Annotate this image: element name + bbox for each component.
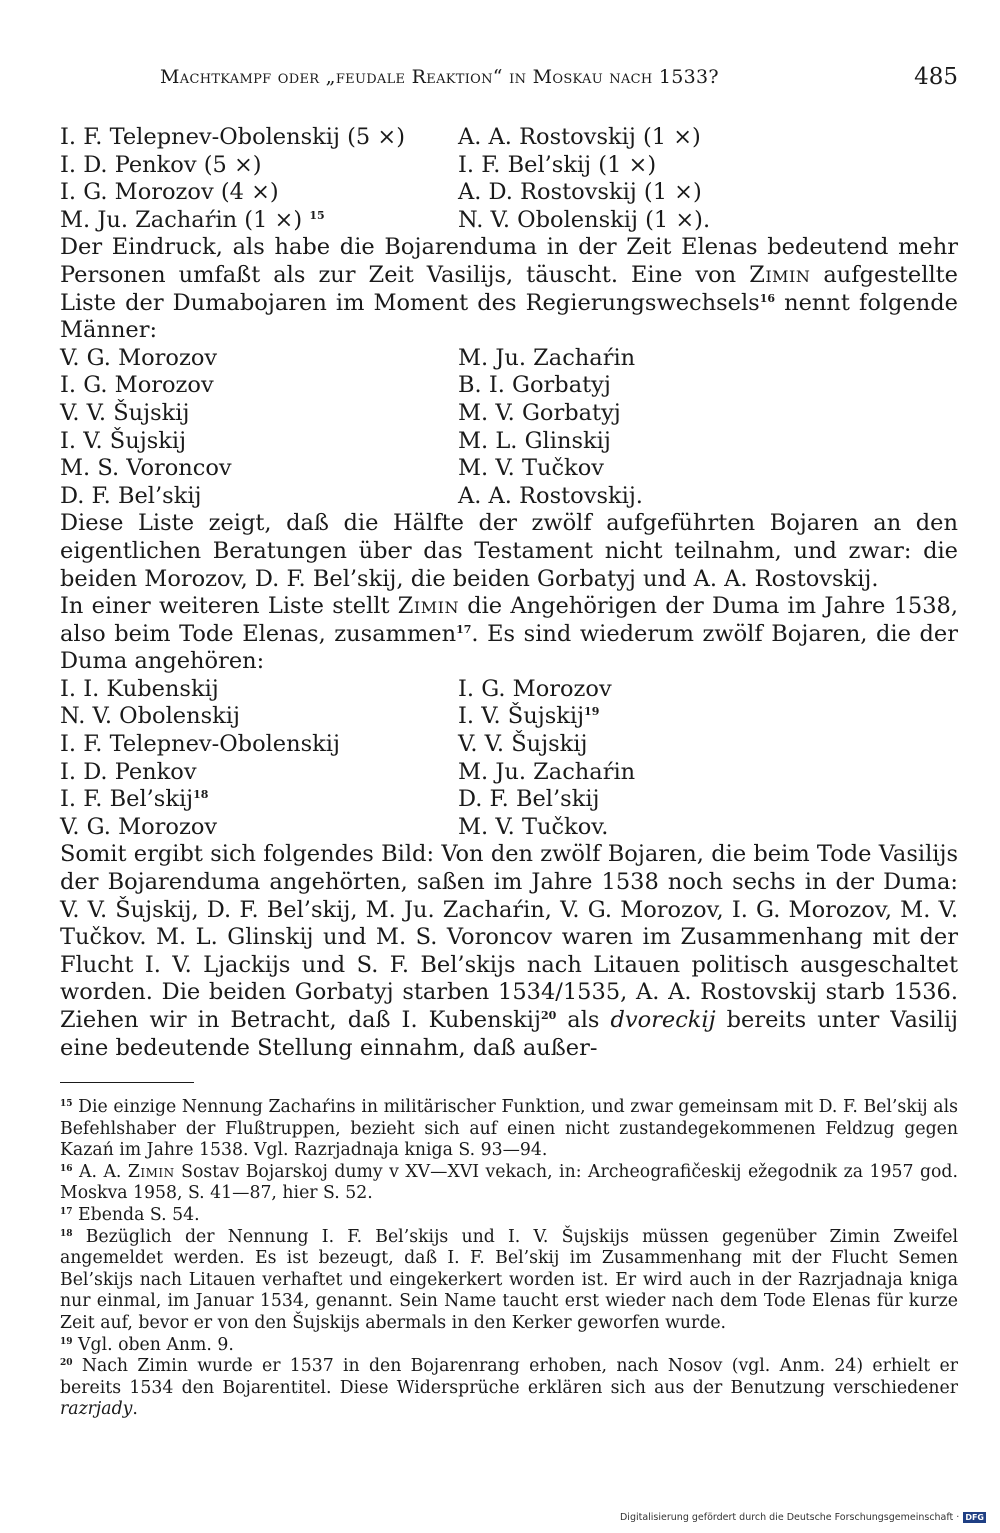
list-item: V. V. Šujskij	[60, 399, 190, 426]
list-item: D. F. Bel’skij	[458, 786, 600, 813]
footnote: $^{18}$ Bezüglich der Nennung I. F. Bel’skijs und I. V. Šujskijs müssen gegenüber Zimin Zweifel angemeldet werden. Es ist bezeugt, daß I. F. Bel’skij im Zusammenhang mit der Flucht Semen Bel’skijs nach Litauen verhaftet und eingekerkert worden ist. Er wird auch in der Razrjadnaja kniga nur einmal, im Januar 1534, genannt. Sein Name taucht erst wieder nach dem Tode Elenas für kurze Zeit auf, bevor er von den Šujskijs abermals in den Kerker geworfen wurde.	[60, 1226, 958, 1333]
paragraph: In einer weiteren Liste stellt Zimin die Angehörigen der Duma im Jahre 1538, also beim Tode Elenas, zusammen$^{17}$. Es sind wiederum zwölf Bojaren, die der Duma angehören:	[60, 593, 958, 675]
paragraph: Somit ergibt sich folgendes Bild: Von den zwölf Bojaren, die beim Tode Vasilijs der Bojarenduma angehörten, saßen im Jahre 1538 noch sechs in der Duma: V. V. Šujskij, D. F. Bel’skij, M. Ju. Zachaŕin, V. G. Morozov, I. G. Morozov, M. V. Tučkov. M. L. Glinskij und M. S. Voroncov waren im Zusammenhang mit der Flucht I. V. Ljackijs und S. F. Bel’skijs nach Litauen politisch ausgeschaltet worden. Die beiden Gorbatyj starben 1534/1535, A. A. Rostovskij starb 1536. Ziehen wir in Betracht, daß I. Kubenskij$^{20}$ als dvoreckij bereits unter Vasilij eine bedeutende Stellung einnahm, daß außer-	[60, 841, 958, 1061]
main-text	[60, 124, 958, 1062]
list-item: I. F. Telepnev-Obolenskij	[60, 731, 340, 758]
footnote-divider	[60, 1082, 194, 1083]
footnote-ref[interactable]: 15	[309, 208, 325, 222]
list-item: B. I. Gorbatyj	[458, 372, 611, 399]
list-item: A. A. Rostovskij (1 ×)	[458, 124, 701, 150]
italic-term: dvoreckij	[610, 1007, 716, 1033]
paragraph: Der Eindruck, als habe die Bojarenduma in der Zeit Elenas bedeutend mehr Personen umfaßt als zur Zeit Vasilijs, täuscht. Eine von Zimin aufgestellte Liste der Dumabojaren im Moment des Regierungswechsels$^{16}$ nennt folgende Männer:	[60, 234, 958, 344]
footnote-ref[interactable]: 17	[456, 622, 472, 636]
list-item: I. I. Kubenskij	[60, 675, 219, 702]
footnote-ref[interactable]: 20	[540, 1009, 557, 1022]
author-name: Zimin	[397, 593, 459, 620]
list-item: I. F. Telepnev-Obolenskij (5 ×)	[60, 124, 405, 150]
list-item: V. G. Morozov	[60, 813, 218, 840]
list-item: V. V. Šujskij	[458, 731, 588, 758]
list-item: I. F. Bel’skij$^{18}$	[60, 786, 209, 813]
dfg-logo: DFG	[965, 1513, 984, 1522]
footnote: $^{15}$ Die einzige Nennung Zachaŕins in militärischer Funktion, und zwar gemeinsam mit D. F. Bel’skij als Befehlshaber der Flußtruppen, bezieht sich auf einen nicht zustandegekommenen Feldzug gegen Kazań im Jahre 1538. Vgl. Razrjadnaja kniga S. 93—94.	[60, 1097, 958, 1161]
list-item: M. Ju. Zachaŕin (1 ×) $^{15}$	[60, 206, 325, 233]
list-item: M. Ju. Zachaŕin	[458, 344, 636, 371]
footnote: $^{19}$ Vgl. oben Anm. 9.	[60, 1334, 234, 1355]
page-number: 485	[914, 64, 958, 90]
paragraph: Diese Liste zeigt, daß die Hälfte der zwölf aufgeführten Bojaren an den eigentlichen Beratungen über das Testament nicht teilnahm, und zwar: die beiden Morozov, D. F. Bel’skij, die beiden Gorbatyj und A. A. Rostovskij.	[60, 510, 958, 592]
footnotes	[60, 1097, 958, 1421]
list-item: I. V. Šujskij$^{19}$	[458, 703, 600, 730]
footnote-ref[interactable]: 19	[584, 705, 600, 719]
boyar-list-1	[60, 124, 958, 234]
list-item: M. Ju. Zachaŕin	[458, 758, 636, 785]
list-item: I. D. Penkov (5 ×)	[60, 151, 262, 178]
footnote: $^{16}$ A. A. Zimin Sostav Bojarskoj dumy v XV—XVI vekach, in: Archeografičeskij ežegodnik za 1957 god. Moskva 1958, S. 41—87, hier S. 52.	[60, 1161, 958, 1204]
list-item: I. D. Penkov	[60, 758, 197, 785]
list-item: I. G. Morozov (4 ×)	[60, 179, 279, 206]
author-name: Zimin	[749, 261, 811, 288]
list-item: M. V. Tučkov.	[458, 813, 609, 840]
footnote: $^{17}$ Ebenda S. 54.	[60, 1204, 200, 1225]
list-item: D. F. Bel’skij	[60, 482, 202, 509]
list-item: V. G. Morozov	[60, 344, 218, 371]
list-item: M. V. Gorbatyj	[458, 399, 621, 426]
author-name: Zimin	[127, 1161, 175, 1182]
list-item: N. V. Obolenskij (1 ×).	[458, 206, 711, 233]
italic-term: razrjady	[60, 1399, 133, 1420]
list-item: I. F. Bel’skij (1 ×)	[458, 151, 657, 178]
list-item: I. G. Morozov	[60, 372, 214, 399]
list-item: M. L. Glinskij	[458, 427, 611, 454]
list-item: A. D. Rostovskij (1 ×)	[458, 179, 702, 206]
list-item: I. G. Morozov	[458, 675, 612, 702]
list-item: M. V. Tučkov	[458, 455, 604, 482]
boyar-list-2	[60, 345, 958, 511]
footnote: $^{20}$ Nach Zimin wurde er 1537 in den Bojarenrang erhoben, nach Nosov (vgl. Anm. 24) erhielt er bereits 1534 den Bojarentitel. Diese Widersprüche erklären sich aus der Benutzung verschiedener razrjady.	[60, 1356, 958, 1420]
digitization-credit: Digitalisierung gefördert durch die Deutsche Forschungsgemeinschaft · DFG	[619, 1512, 984, 1523]
boyar-list-3	[60, 676, 958, 842]
list-item: M. S. Voroncov	[60, 455, 232, 482]
list-item: A. A. Rostovskij.	[458, 482, 643, 509]
list-item: N. V. Obolenskij	[60, 703, 240, 730]
footnote-ref[interactable]: 18	[193, 788, 209, 802]
list-item: I. V. Šujskij	[60, 427, 187, 454]
running-header: Machtkampf oder „feudale Reaktion“ in Moskau nach 1533?	[160, 66, 719, 88]
footnote-ref[interactable]: 16	[759, 291, 776, 305]
